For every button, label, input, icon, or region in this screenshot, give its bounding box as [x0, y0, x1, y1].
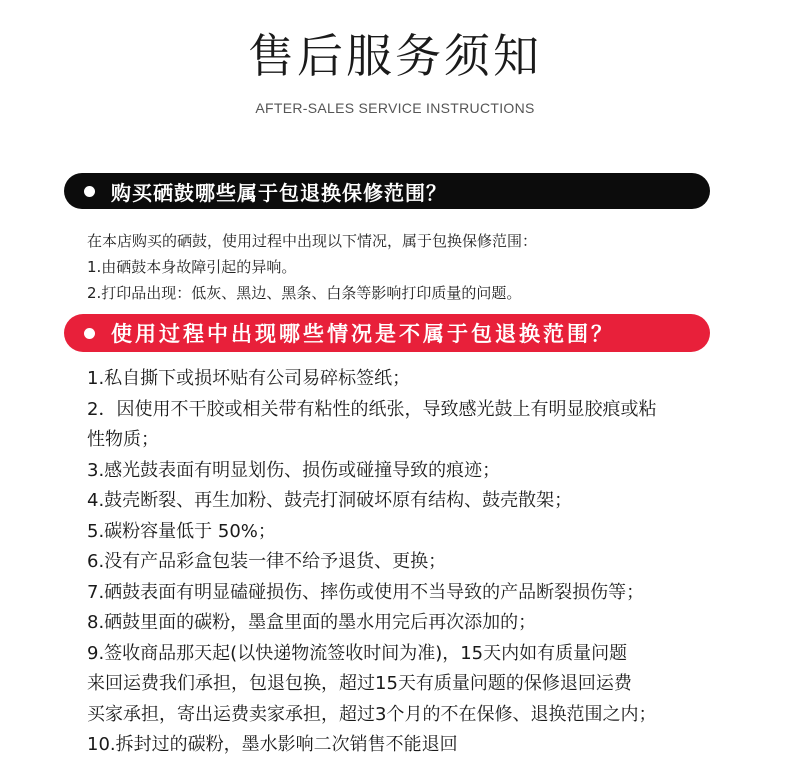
- section-2-line: 买家承担，寄出运费卖家承担，超过3个月的不在保修、退换范围之内；: [87, 703, 657, 725]
- section-2-line: 7.硒鼓表面有明显磕碰损伤、摔伤或使用不当导致的产品断裂损伤等；: [87, 581, 645, 603]
- section-2-line: 来回运费我们承担，包退包换，超过15天有质量问题的保修退回运费: [87, 673, 632, 694]
- section-1-banner: [64, 173, 710, 209]
- section-1-heading: 购买硒鼓哪些属于包退换保修范围？: [111, 180, 447, 205]
- section-2-line: 3.感光鼓表面有明显划伤、损伤或碰撞导致的痕迹；: [87, 459, 501, 481]
- section-2-line: 8.硒鼓里面的碳粉，墨盒里面的墨水用完后再次添加的；: [87, 612, 537, 633]
- section-2-line: 2．因使用不干胶或相关带有粘性的纸张，导致感光鼓上有明显胶痕或粘: [87, 398, 657, 420]
- bullet-dot-icon: [84, 328, 95, 339]
- section-2-line: 1.私自撕下或损坏贴有公司易碎标签纸；: [87, 368, 411, 389]
- bullet-dot-icon: [84, 186, 95, 197]
- section-2-line: 10.拆封过的碳粉，墨水影响二次销售不能退回: [87, 734, 458, 755]
- section-2-line: 4.鼓壳断裂、再生加粉、鼓壳打洞破坏原有结构、鼓壳散架；: [87, 490, 573, 511]
- section-2-banner: [64, 314, 710, 352]
- page-subtitle: AFTER-SALES SERVICE INSTRUCTIONS: [255, 100, 535, 116]
- section-2-line: 9.签收商品那天起(以快递物流签收时间为准)，15天内如有质量问题: [87, 642, 628, 664]
- section-1-line: 2.打印品出现：低灰、黑边、黑条、白条等影响打印质量的问题。: [87, 284, 522, 302]
- section-2-heading: 使用过程中出现哪些情况是不属于包退换范围？: [111, 322, 615, 346]
- section-1-body: [87, 228, 537, 306]
- section-1-line: 1.由硒鼓本身故障引起的异响。: [87, 258, 297, 276]
- section-2-body: [87, 364, 707, 761]
- section-2-line: 5.碳粉容量低于 50%；: [87, 520, 276, 542]
- page-title: 售后服务须知: [248, 29, 542, 83]
- section-2-line: 6.没有产品彩盒包装一律不给予退货、更换；: [87, 551, 447, 572]
- section-2-line: 性物质；: [87, 429, 159, 450]
- section-1-line: 在本店购买的硒鼓，使用过程中出现以下情况，属于包换保修范围：: [87, 232, 538, 250]
